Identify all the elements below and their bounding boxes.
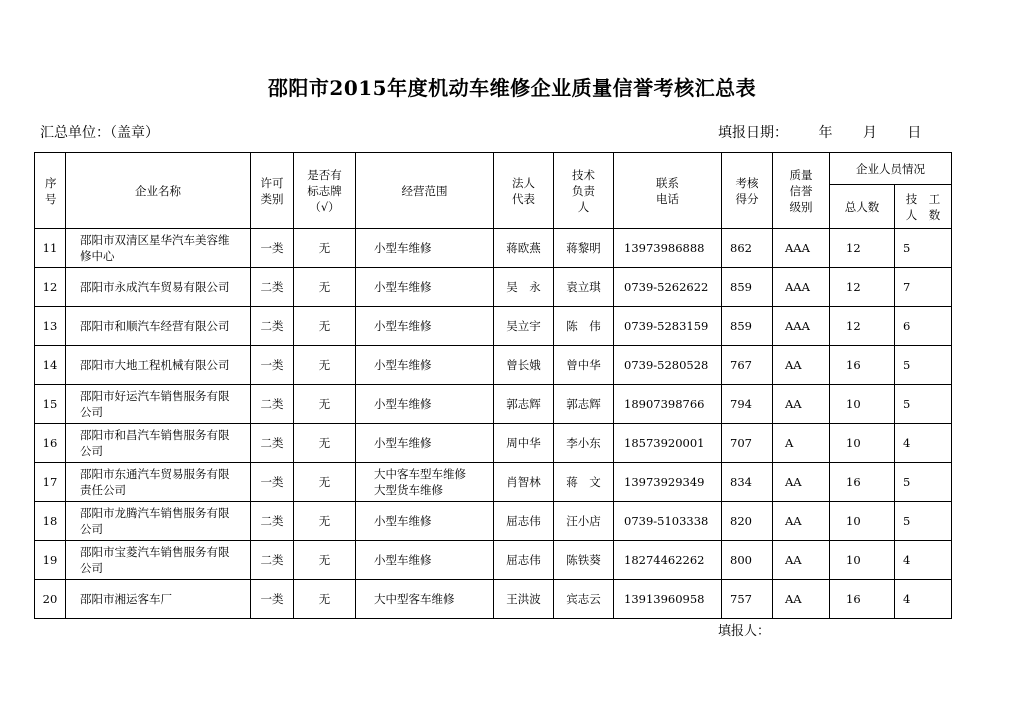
cell-sign: 无: [294, 385, 356, 424]
cell-license: 一类: [251, 229, 294, 268]
table-row: [35, 541, 952, 580]
cell-total: 12: [830, 307, 895, 346]
cell-tech: 袁立琪: [554, 268, 614, 307]
cell-seq: 16: [35, 424, 66, 463]
cell-sign: 无: [294, 346, 356, 385]
cell-grade: AA: [773, 502, 830, 541]
cell-license: 二类: [251, 424, 294, 463]
cell-seq: 17: [35, 463, 66, 502]
date-day: 日: [907, 125, 922, 141]
cell-scope: 小型车维修: [356, 502, 494, 541]
header-tech: 技术负责人: [554, 153, 614, 229]
cell-license: 一类: [251, 463, 294, 502]
cell-seq: 19: [35, 541, 66, 580]
cell-total: 10: [830, 424, 895, 463]
cell-score: 862: [722, 229, 773, 268]
cell-name: 邵阳市龙腾汽车销售服务有限公司: [66, 502, 251, 541]
cell-sign: 无: [294, 502, 356, 541]
cell-score: 820: [722, 502, 773, 541]
cell-legal: 蒋欧燕: [494, 229, 554, 268]
cell-phone: 0739-5103338: [614, 502, 722, 541]
cell-tech: 蒋 文: [554, 463, 614, 502]
cell-seq: 18: [35, 502, 66, 541]
cell-worker: 5: [895, 346, 952, 385]
cell-phone: 13973986888: [614, 229, 722, 268]
cell-grade: AA: [773, 580, 830, 619]
cell-scope: 小型车维修: [356, 229, 494, 268]
cell-legal: 吴 永: [494, 268, 554, 307]
cell-score: 767: [722, 346, 773, 385]
header-score: 考核得分: [722, 153, 773, 229]
header-worker: 技 工 人 数: [895, 185, 952, 229]
cell-score: 794: [722, 385, 773, 424]
page-title: 邵阳市2015年度机动车维修企业质量信誉考核汇总表: [267, 76, 757, 100]
cell-tech: 陈铁葵: [554, 541, 614, 580]
cell-worker: 7: [895, 268, 952, 307]
table-row: [35, 385, 952, 424]
cell-sign: 无: [294, 229, 356, 268]
cell-total: 12: [830, 268, 895, 307]
header-name: 企业名称: [66, 153, 251, 229]
cell-worker: 5: [895, 463, 952, 502]
cell-name: 邵阳市好运汽车销售服务有限公司: [66, 385, 251, 424]
cell-name: 邵阳市大地工程机械有限公司: [66, 346, 251, 385]
cell-score: 859: [722, 268, 773, 307]
cell-grade: AA: [773, 385, 830, 424]
header-seq: 序号: [35, 153, 66, 229]
cell-seq: 15: [35, 385, 66, 424]
table-row: [35, 346, 952, 385]
cell-total: 10: [830, 502, 895, 541]
summary-unit-label: 汇总单位：（盖章）: [40, 125, 159, 141]
cell-grade: A: [773, 424, 830, 463]
cell-scope: 小型车维修: [356, 307, 494, 346]
cell-phone: 18573920001: [614, 424, 722, 463]
cell-sign: 无: [294, 580, 356, 619]
cell-scope: 小型车维修: [356, 346, 494, 385]
cell-sign: 无: [294, 463, 356, 502]
cell-score: 707: [722, 424, 773, 463]
cell-total: 10: [830, 541, 895, 580]
cell-phone: 18907398766: [614, 385, 722, 424]
cell-name: 邵阳市东通汽车贸易服务有限责任公司: [66, 463, 251, 502]
table-row: [35, 463, 952, 502]
cell-tech: 李小东: [554, 424, 614, 463]
cell-name: 邵阳市双清区星华汽车美容维修中心: [66, 229, 251, 268]
cell-worker: 4: [895, 424, 952, 463]
cell-scope: 大中客车型车维修 大型货车维修: [356, 463, 494, 502]
header-legal: 法人代表: [494, 153, 554, 229]
report-date-label: [718, 122, 921, 142]
cell-name: 邵阳市永成汽车贸易有限公司: [66, 268, 251, 307]
cell-name: 邵阳市和昌汽车销售服务有限公司: [66, 424, 251, 463]
date-month: 月: [862, 125, 877, 141]
cell-grade: AAA: [773, 229, 830, 268]
cell-seq: 13: [35, 307, 66, 346]
cell-total: 12: [830, 229, 895, 268]
cell-phone: 13973929349: [614, 463, 722, 502]
cell-scope: 小型车维修: [356, 424, 494, 463]
cell-phone: 0739-5283159: [614, 307, 722, 346]
cell-license: 一类: [251, 346, 294, 385]
cell-tech: 曾中华: [554, 346, 614, 385]
cell-sign: 无: [294, 541, 356, 580]
cell-sign: 无: [294, 307, 356, 346]
cell-phone: 0739-5262622: [614, 268, 722, 307]
filler-label: 填报人：: [718, 624, 771, 639]
header-scope: 经营范围: [356, 153, 494, 229]
cell-total: 16: [830, 463, 895, 502]
cell-seq: 11: [35, 229, 66, 268]
cell-scope: 小型车维修: [356, 385, 494, 424]
cell-grade: AA: [773, 541, 830, 580]
cell-sign: 无: [294, 424, 356, 463]
cell-tech: 蒋黎明: [554, 229, 614, 268]
cell-legal: 屈志伟: [494, 502, 554, 541]
cell-tech: 汪小店: [554, 502, 614, 541]
cell-license: 二类: [251, 502, 294, 541]
cell-grade: AAA: [773, 307, 830, 346]
header-total: 总人数: [830, 185, 895, 229]
table-row: [35, 580, 952, 619]
cell-legal: 吴立宇: [494, 307, 554, 346]
cell-grade: AA: [773, 346, 830, 385]
cell-tech: 陈 伟: [554, 307, 614, 346]
cell-score: 800: [722, 541, 773, 580]
cell-grade: AA: [773, 463, 830, 502]
cell-scope: 小型车维修: [356, 541, 494, 580]
cell-worker: 5: [895, 502, 952, 541]
cell-seq: 14: [35, 346, 66, 385]
cell-worker: 4: [895, 580, 952, 619]
cell-name: 邵阳市和顺汽车经营有限公司: [66, 307, 251, 346]
cell-sign: 无: [294, 268, 356, 307]
cell-seq: 20: [35, 580, 66, 619]
header-sign: 是否有标志牌（√）: [294, 153, 356, 229]
assessment-table: [34, 152, 952, 619]
cell-legal: 屈志伟: [494, 541, 554, 580]
cell-score: 757: [722, 580, 773, 619]
cell-score: 834: [722, 463, 773, 502]
table-row: [35, 424, 952, 463]
cell-legal: 郭志辉: [494, 385, 554, 424]
date-year: 年: [818, 125, 833, 141]
cell-legal: 曾长娥: [494, 346, 554, 385]
cell-scope: 大中型客车维修: [356, 580, 494, 619]
cell-legal: 肖智林: [494, 463, 554, 502]
cell-scope: 小型车维修: [356, 268, 494, 307]
table-row: [35, 307, 952, 346]
date-label: 填报日期：: [718, 125, 788, 141]
cell-total: 10: [830, 385, 895, 424]
cell-score: 859: [722, 307, 773, 346]
cell-phone: 18274462262: [614, 541, 722, 580]
cell-worker: 6: [895, 307, 952, 346]
cell-total: 16: [830, 346, 895, 385]
cell-total: 16: [830, 580, 895, 619]
cell-tech: 宾志云: [554, 580, 614, 619]
table-row: [35, 229, 952, 268]
header-license: 许可类别: [251, 153, 294, 229]
cell-license: 二类: [251, 541, 294, 580]
cell-seq: 12: [35, 268, 66, 307]
cell-grade: AAA: [773, 268, 830, 307]
cell-license: 二类: [251, 307, 294, 346]
cell-phone: 0739-5280528: [614, 346, 722, 385]
table-row: [35, 502, 952, 541]
header-staff: 企业人员情况: [830, 153, 952, 185]
header-grade: 质量信誉级别: [773, 153, 830, 229]
cell-license: 一类: [251, 580, 294, 619]
cell-worker: 4: [895, 541, 952, 580]
cell-legal: 王洪波: [494, 580, 554, 619]
table-row: [35, 268, 952, 307]
cell-worker: 5: [895, 385, 952, 424]
cell-tech: 郭志辉: [554, 385, 614, 424]
cell-worker: 5: [895, 229, 952, 268]
header-phone: 联系电话: [614, 153, 722, 229]
cell-license: 二类: [251, 385, 294, 424]
cell-license: 二类: [251, 268, 294, 307]
cell-legal: 周中华: [494, 424, 554, 463]
cell-name: 邵阳市宝菱汽车销售服务有限公司: [66, 541, 251, 580]
cell-phone: 13913960958: [614, 580, 722, 619]
cell-name: 邵阳市湘运客车厂: [66, 580, 251, 619]
